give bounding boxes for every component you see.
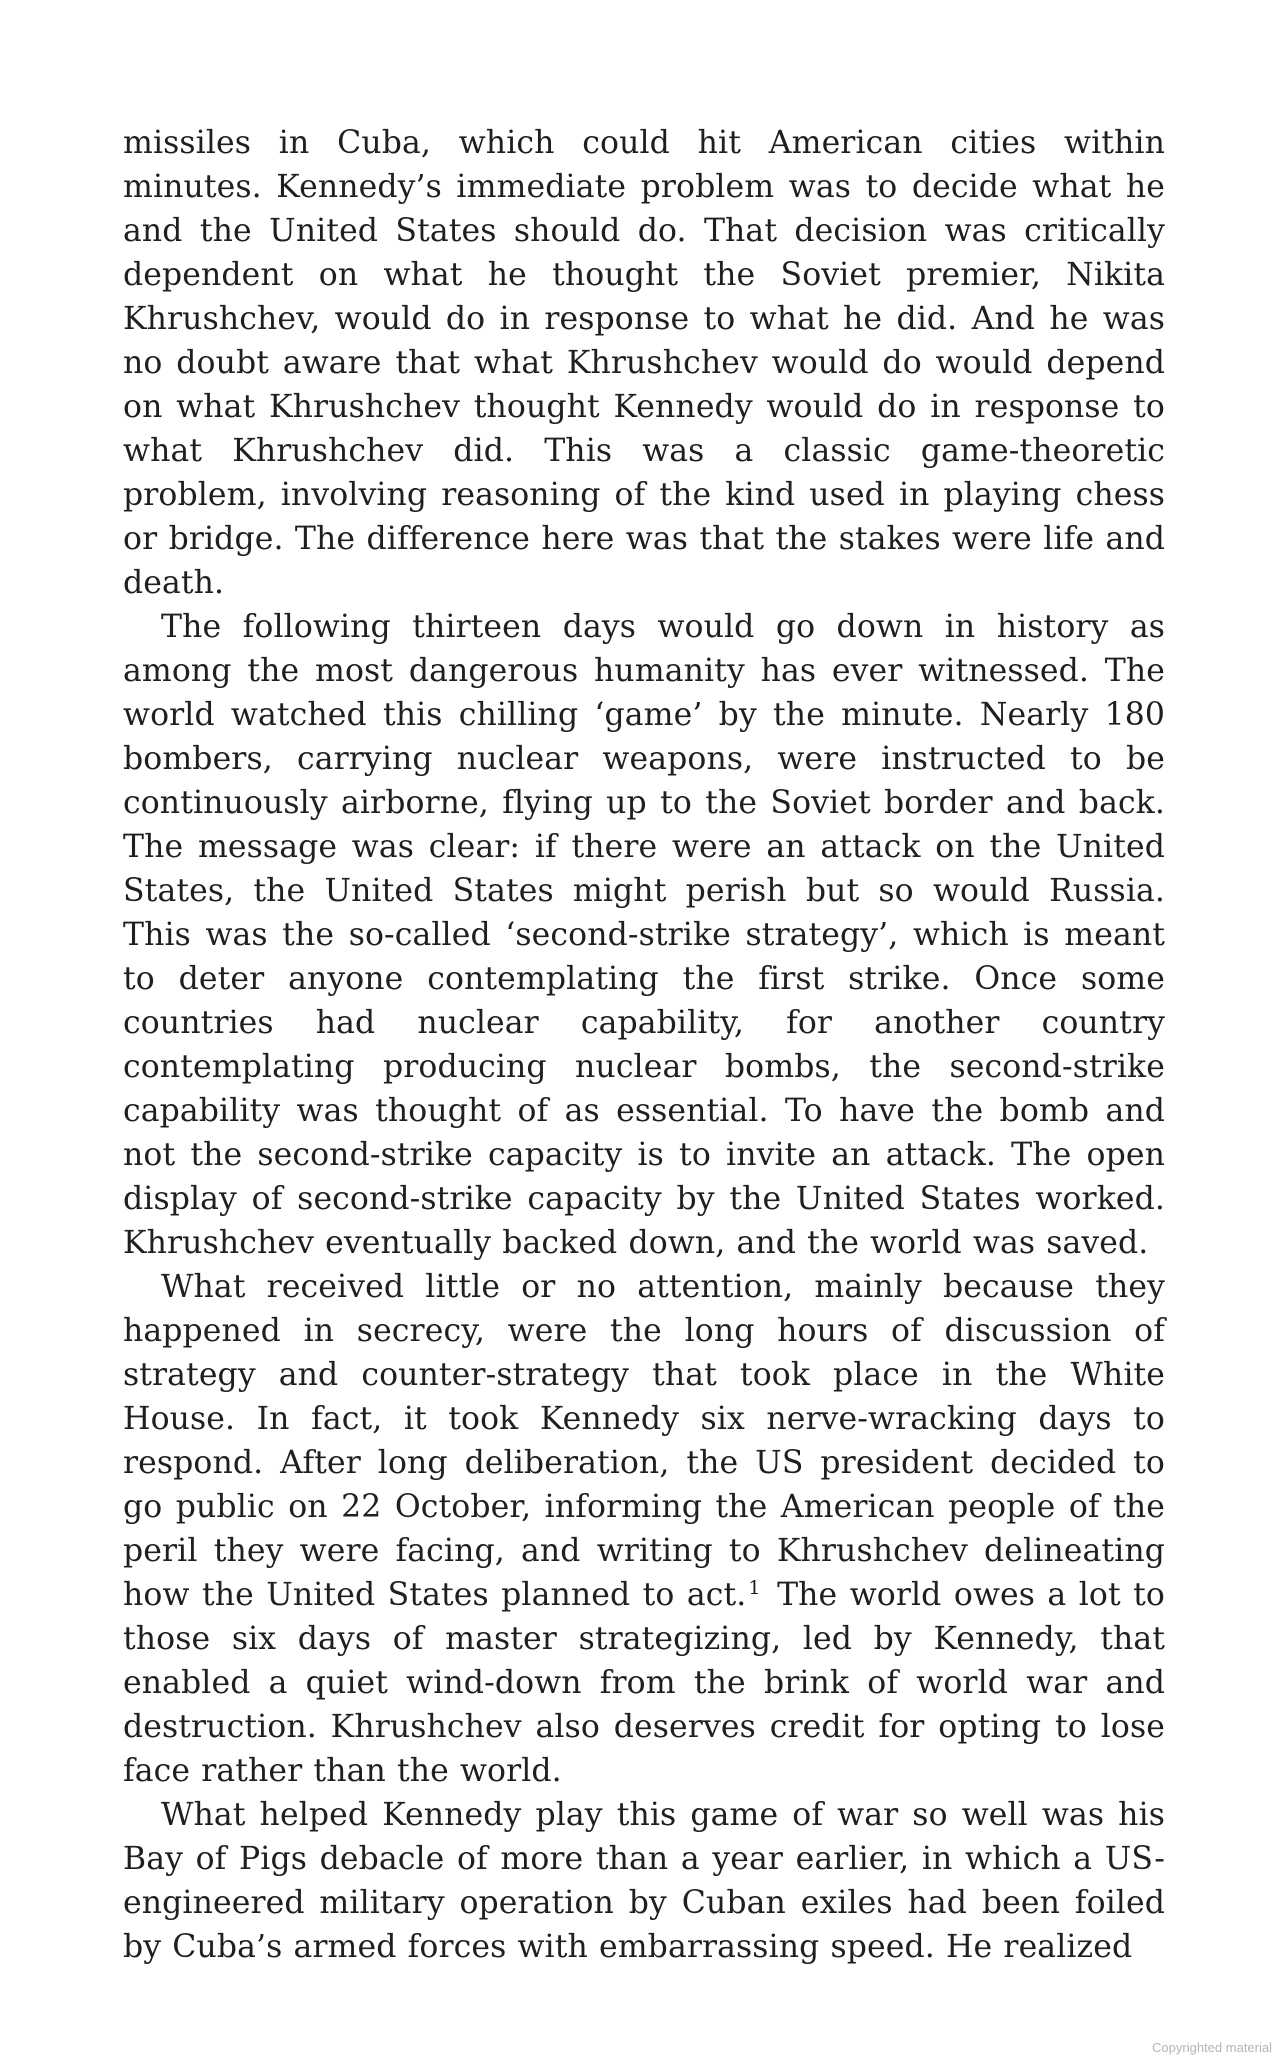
paragraph-3-text-after-ref: The world owes a lot to those six days of master strategizing, led by Kennedy, that enabled a quiet wind-down from the brink of world war and destruction. Khrushchev also deserves credit for opting to lose face rather than the world. (123, 1577, 1165, 1789)
paragraph-1: missiles in Cuba, which could hit American cities within minutes. Kennedy’s immediate problem was to decide what he and the United States should do. That decision was critically dependent on what he thought the Soviet premier, Nikita Khrushchev, would do in response to what he did. And he was no doubt aware that what Khrushchev would do would depend on what Khrushchev thought Kennedy would do in response to what Khrushchev did. This was a classic game-theoretic problem, involving reasoning of the kind used in playing chess or bridge. The difference here was that the stakes were life and death. (123, 125, 1165, 601)
paragraph-4: What helped Kennedy play this game of war so well was his Bay of Pigs debacle of more than a year earlier, in which a US-engineered military operation by Cuban exiles had been foiled by Cuba’s armed forces with embarrassing speed. He realized (123, 1797, 1165, 1965)
footnote-reference[interactable]: 1 (748, 1576, 761, 1599)
page-body (123, 121, 1165, 1969)
paragraph-3 (123, 1265, 1165, 1793)
paragraph-2: The following thirteen days would go down in history as among the most dangerous humanity has ever witnessed. The world watched this chilling ‘game’ by the minute. Nearly 180 bombers, carrying nuclear weapons, were instructed to be continuously airborne, flying up to the Soviet border and back. The message was clear: if there were an attack on the United States, the United States might perish but so would Russia. This was the so-called ‘second-strike strategy’, which is meant to deter anyone contemplating the first strike. Once some countries had nuclear capability, for another country contemplating producing nuclear bombs, the second-strike capability was thought of as essential. To have the bomb and not the second-strike capacity is to invite an attack. The open display of second-strike capacity by the United States worked. Khrushchev eventually backed down, and the world was saved. (123, 609, 1165, 1261)
copyright-watermark: Copyrighted material (1152, 2040, 1272, 2055)
paragraph-3-text-before-ref: What received little or no attention, mainly because they happened in secrecy, were the long hours of discussion of strategy and counter-strategy that took place in the White House. In fact, it took Kennedy six nerve-wracking days to respond. After long deliberation, the US president decided to go public on 22 October, informing the American people of the peril they were facing, and writing to Khrushchev delineating how the United States planned to act. (123, 1269, 1165, 1613)
